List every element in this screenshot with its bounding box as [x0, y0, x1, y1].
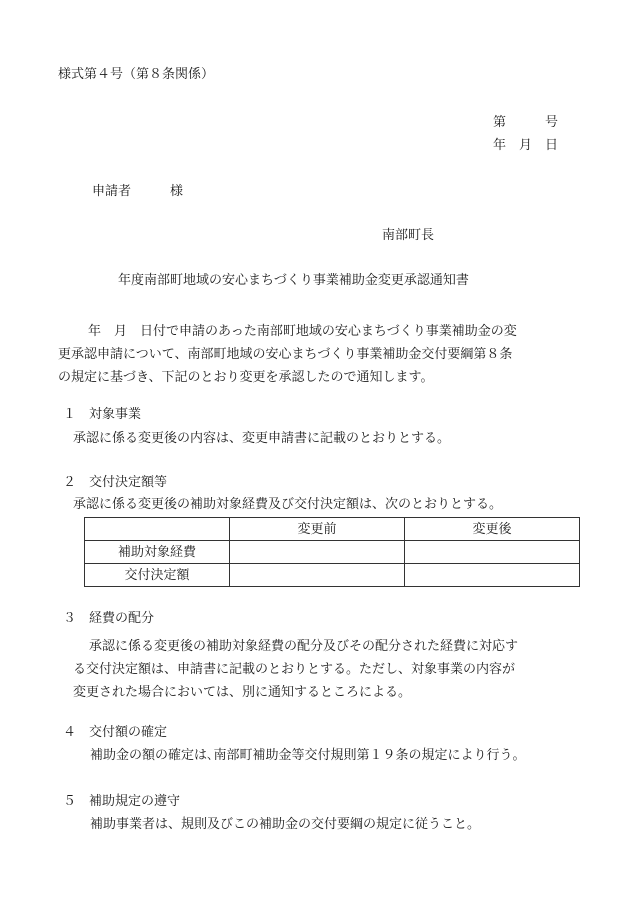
- document-title: 年度南部町地域の安心まちづくり事業補助金変更承認通知書: [118, 273, 469, 288]
- section-5-heading: ５ 補助規定の遵守: [63, 794, 181, 809]
- notice-body: [58, 320, 578, 389]
- table-cell: 補助対象経費: [85, 541, 230, 564]
- table-row: [85, 564, 580, 587]
- table-cell: [230, 564, 405, 587]
- section-4-text: 補助金の額の確定は､南部町補助金等交付規則第１９条の規定により行う。: [90, 748, 526, 763]
- recipient-line: 申請者 様: [92, 184, 184, 199]
- document-number: 第 号: [492, 115, 558, 130]
- form-number: 様式第４号（第８条関係）: [58, 67, 215, 82]
- section-1-heading: １ 対象事業: [63, 407, 142, 422]
- body-line: の規定に基づき、下記のとおり変更を承認したので通知します。: [58, 370, 434, 385]
- document-date: 年 月 日: [492, 138, 558, 153]
- section-4-heading: ４ 交付額の確定: [63, 725, 168, 740]
- section-3-heading: ３ 経費の配分: [63, 611, 155, 626]
- section-3-text: [73, 635, 518, 704]
- section-3-line: 変更された場合においては、別に通知するところによる。: [73, 685, 412, 700]
- table-header-cell: 変更前: [230, 518, 405, 541]
- section-1-text: 承認に係る変更後の内容は、変更申請書に記載のとおりとする。: [73, 431, 451, 446]
- table-cell: 交付決定額: [85, 564, 230, 587]
- table-header-row: [85, 518, 580, 541]
- table-cell: [405, 541, 580, 564]
- sender-line: 南部町長: [382, 228, 435, 243]
- table-header-cell: [85, 518, 230, 541]
- section-3-line: 承認に係る変更後の補助対象経費の配分及びその配分された経費に対応す: [89, 639, 519, 654]
- table-row: [85, 541, 580, 564]
- table-cell: [230, 541, 405, 564]
- section-5-text: 補助事業者は、規則及びこの補助金の交付要綱の規定に従うこと。: [90, 817, 481, 832]
- section-2-heading: ２ 交付決定額等: [63, 475, 168, 490]
- section-2-text: 承認に係る変更後の補助対象経費及び交付決定額は、次のとおりとする。: [73, 497, 503, 512]
- body-line: 更承認申請について、南部町地域の安心まちづくり事業補助金交付要綱第８条: [58, 347, 513, 362]
- section-3-line: る交付決定額は、申請書に記載のとおりとする。ただし、対象事業の内容が: [73, 662, 516, 677]
- body-line: 年 月 日付で申請のあった南部町地域の安心まちづくり事業補助金の変: [88, 324, 517, 339]
- amounts-table: [84, 517, 580, 587]
- table-header-cell: 変更後: [405, 518, 580, 541]
- table-cell: [405, 564, 580, 587]
